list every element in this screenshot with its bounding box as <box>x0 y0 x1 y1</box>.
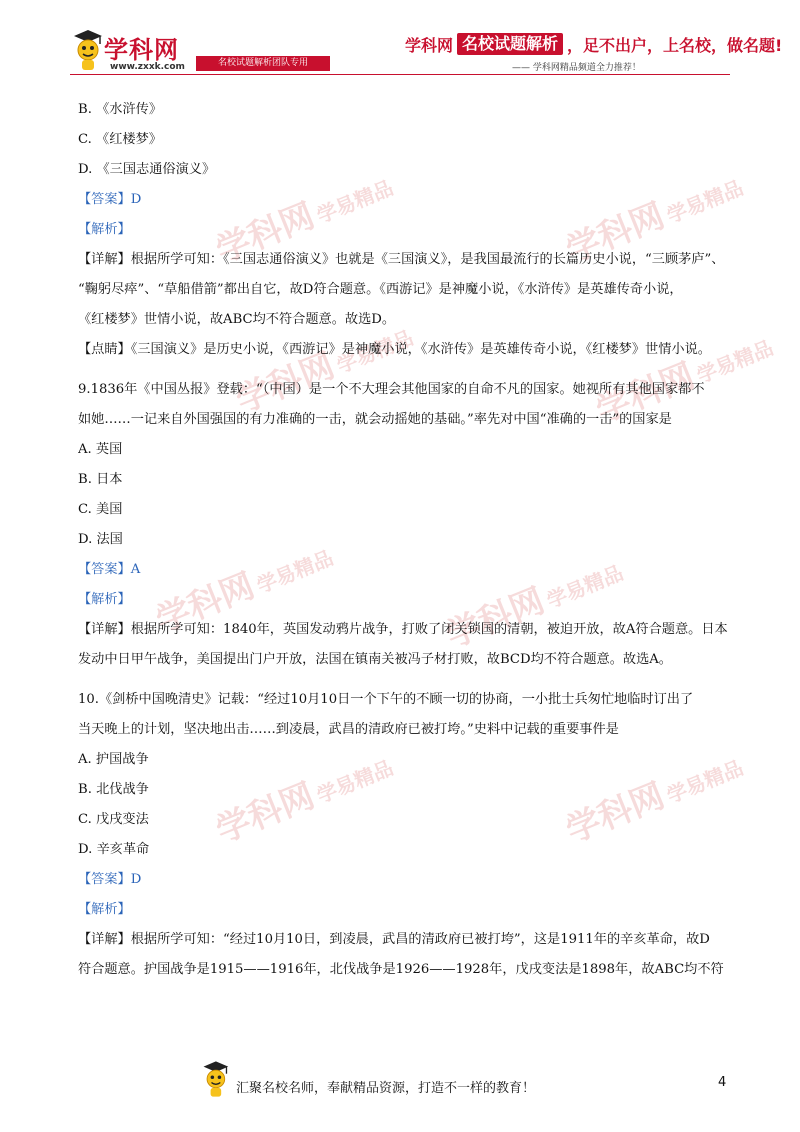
question-stem: 当天晚上的计划，坚决地出击……到凌晨，武昌的清政府已被打垮。”史料中记载的重要事件是 <box>78 722 619 737</box>
option-line: A. 护国战争 <box>78 752 149 767</box>
option-line: D. 辛亥革命 <box>78 842 150 857</box>
answer-line: 【答案】D <box>78 192 142 207</box>
explanation-line: 【详解】根据所学可知：《三国志通俗演义》也就是《三国演义》，是我国最流行的长篇历史小说，“三顾茅庐”、 <box>78 252 725 267</box>
slogan-subtitle: —— 学科网精品频道全力推荐！ <box>512 63 641 73</box>
page-header <box>0 0 800 80</box>
option-line: C. 《红楼梦》 <box>78 132 162 147</box>
option-line: A. 英国 <box>78 442 123 457</box>
watermark: 学科网学易精品 <box>560 755 747 852</box>
analysis-label: 【解析】 <box>78 902 131 917</box>
footer-slogan: 汇聚名校名师，奉献精品资源，打造不一样的教育！ <box>236 1081 536 1096</box>
analysis-label: 【解析】 <box>78 222 131 237</box>
header-divider <box>70 74 730 75</box>
page-number: 4 <box>718 1075 727 1090</box>
slogan-right: ，足不出户，上名校，做名题! <box>567 35 783 55</box>
logo-url: www.zxxk.com <box>110 62 185 72</box>
watermark: 学科网学易精品 <box>230 325 417 422</box>
answer-line: 【答案】D <box>78 872 142 887</box>
option-line: B. 《水浒传》 <box>78 102 163 117</box>
option-line: C. 戊戌变法 <box>78 812 149 827</box>
explanation-line: 《红楼梦》世情小说，故ABC均不符合题意。故选D。 <box>78 312 396 327</box>
question-content <box>78 95 728 985</box>
watermark: 学科网学易精品 <box>210 755 397 852</box>
explanation-line: 符合题意。护国战争是1915——1916年，北伐战争是1926——1928年，戊戌变法是1898年，故ABC均不符 <box>78 962 724 977</box>
watermark: 学科网学易精品 <box>560 175 747 272</box>
explanation-line: 【详解】根据所学可知：“经过10月10日，到凌晨，武昌的清政府已被打垮”，这是1911年的辛亥革命，故D <box>78 932 710 947</box>
mascot-icon <box>200 1059 230 1099</box>
watermark: 学科网学易精品 <box>440 560 627 657</box>
option-line: D. 《三国志通俗演义》 <box>78 162 216 177</box>
zxxk-logo <box>70 28 200 76</box>
slogan-boxed: 名校试题解析 <box>457 33 563 55</box>
question-stem: 10.《剑桥中国晚清史》记载：“经过10月10日一个下午的不顾一切的协商，一小批士兵匆忙地临时订出了 <box>78 692 694 707</box>
explanation-line: “鞠躬尽瘁”、“草船借箭”都出自它，故D符合题意。《西游记》是神魔小说，《水浒传》是英雄传奇小说， <box>78 282 683 297</box>
option-line: D. 法国 <box>78 532 123 547</box>
mascot-icon <box>70 28 104 72</box>
question-stem: 如她……一记来自外国强国的有力准确的一击，就会动摇她的基础。”率先对中国“准确的一击”的国家是 <box>78 412 672 427</box>
page-footer <box>0 1055 800 1115</box>
explanation-line: 发动中日甲午战争，美国提出门户开放，法国在镇南关被冯子材打败，故BCD均不符合题意。故选A。 <box>78 652 672 667</box>
analysis-label: 【解析】 <box>78 592 131 607</box>
logo-text: 学科网 <box>104 36 179 64</box>
answer-line: 【答案】A <box>78 562 141 577</box>
tip-line: 【点睛】《三国演义》是历史小说，《西游记》是神魔小说，《水浒传》是英雄传奇小说，《红楼梦》世情小说。 <box>78 342 711 357</box>
watermark: 学科网学易精品 <box>210 175 397 272</box>
team-tagline: 名校试题解析团队专用 <box>196 56 330 71</box>
watermark: 学科网学易精品 <box>590 335 777 432</box>
slogan-left: 学科网 <box>405 35 454 55</box>
option-line: B. 日本 <box>78 472 123 487</box>
option-line: C. 美国 <box>78 502 123 517</box>
header-slogan <box>405 32 782 56</box>
option-line: B. 北伐战争 <box>78 782 149 797</box>
question-stem: 9.1836年《中国丛报》登载：“（中国）是一个不大理会其他国家的自命不凡的国家。她视所有其他国家都不 <box>78 382 705 397</box>
watermark: 学科网学易精品 <box>150 545 337 642</box>
explanation-line: 【详解】根据所学可知：1840年，英国发动鸦片战争，打败了闭关锁国的清朝，被迫开放，故A符合题意。日本 <box>78 622 728 637</box>
